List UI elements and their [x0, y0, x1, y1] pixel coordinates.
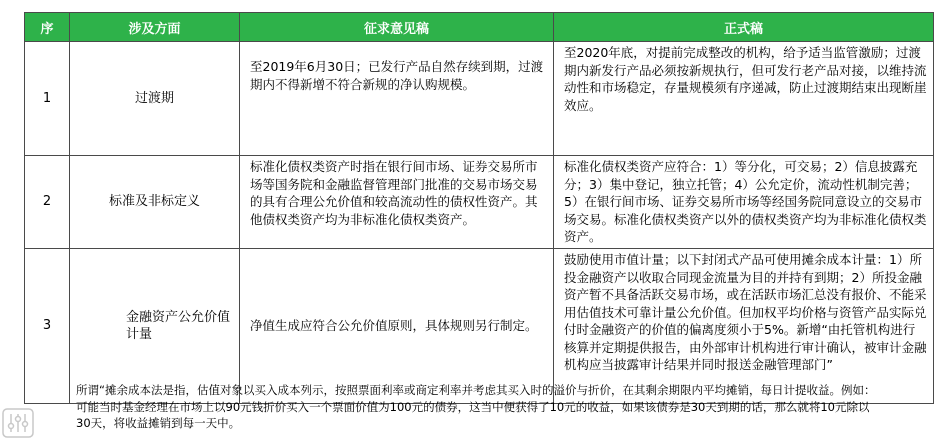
row-number: 3: [25, 249, 70, 404]
row-draft-text: 标准化债权类资产时指在银行间市场、证券交易所市场等国务院和金融监督管理部门批准的交易市场交易的具有合理公允价值和较高流动性的债权性资产。其他债权类资产均为非标准化债权类资产。: [240, 156, 554, 249]
policy-comparison-table: [24, 12, 934, 404]
row-number: 2: [25, 156, 70, 249]
header-num: 序: [25, 13, 70, 42]
table-row: [25, 42, 934, 156]
row-draft-text: 净值生成应符合公允价值原则，具体规则另行制定。: [240, 249, 554, 404]
table-row: [25, 249, 934, 404]
row-number: 1: [25, 42, 70, 156]
row-final-text: 标准化债权类资产应符合：1）等分化，可交易；2）信息披露充分；3）集中登记，独立托管；4）公允定价，流动性机制完善；5）在银行间市场、证券交易所市场等经国务院同意设立的交易市场交易。标准化债权类资产以外的债权类资产均为非标准化债权类资产。: [554, 156, 934, 249]
row-final-text: 鼓励使用市值计量；以下封闭式产品可使用摊余成本计量：1）所投金融资产以收取合同现金流量为目的并持有到期；2）所投金融资产暂不具备活跃交易市场，或在活跃市场汇总没有报价、不能采用估值技术可靠计量公允价值。但加权平均价格与资管产品实际兑付时金融资产的价值的偏离度须小于5%。新增“由托管机构进行核算并定期提供报告，由外部审计机构进行审计确认，被审计金融机构应当披露审计结果并同时报送金融管理部门”: [554, 249, 934, 404]
sliders-logo-icon: [2, 408, 34, 438]
policy-comparison-table-wrap: [24, 12, 933, 404]
row-aspect: 金融资产公允价值计量: [70, 249, 240, 404]
header-final: 正式稿: [554, 13, 934, 42]
row-draft-text: 至2019年6月30日；已发行产品自然存续到期，过渡期内不得新增不符合新规的净认购规模。: [240, 42, 554, 156]
row-aspect: 标准及非标定义: [70, 156, 240, 249]
row-aspect: 过渡期: [70, 42, 240, 156]
footnote: 所谓“摊余成本法是指，估值对象以买入成本列示，按照票面利率或商定利率并考虑其买入时的溢价与折价，在其剩余期限内平均摊销，每日计提收益。例如：可能当时基金经理在市场上以90元钱折价买入一个票面价值为100元的债券，这当中便获得了10元的收益，如果该债券是30天到期的话，那么就将10元除以30天，将收益摊销到每一天中。: [76, 383, 876, 430]
table-header-row: [25, 13, 934, 42]
header-draft: 征求意见稿: [240, 13, 554, 42]
row-final-text: 至2020年底，对提前完成整改的机构，给予适当监管激励；过渡期内新发行产品必须按新规执行，但可发行老产品对接，以维持流动性和市场稳定，存量规模须有序递减，防止过渡期结束出现断崖效应。: [554, 42, 934, 156]
table-row: [25, 156, 934, 249]
header-aspect: 涉及方面: [70, 13, 240, 42]
